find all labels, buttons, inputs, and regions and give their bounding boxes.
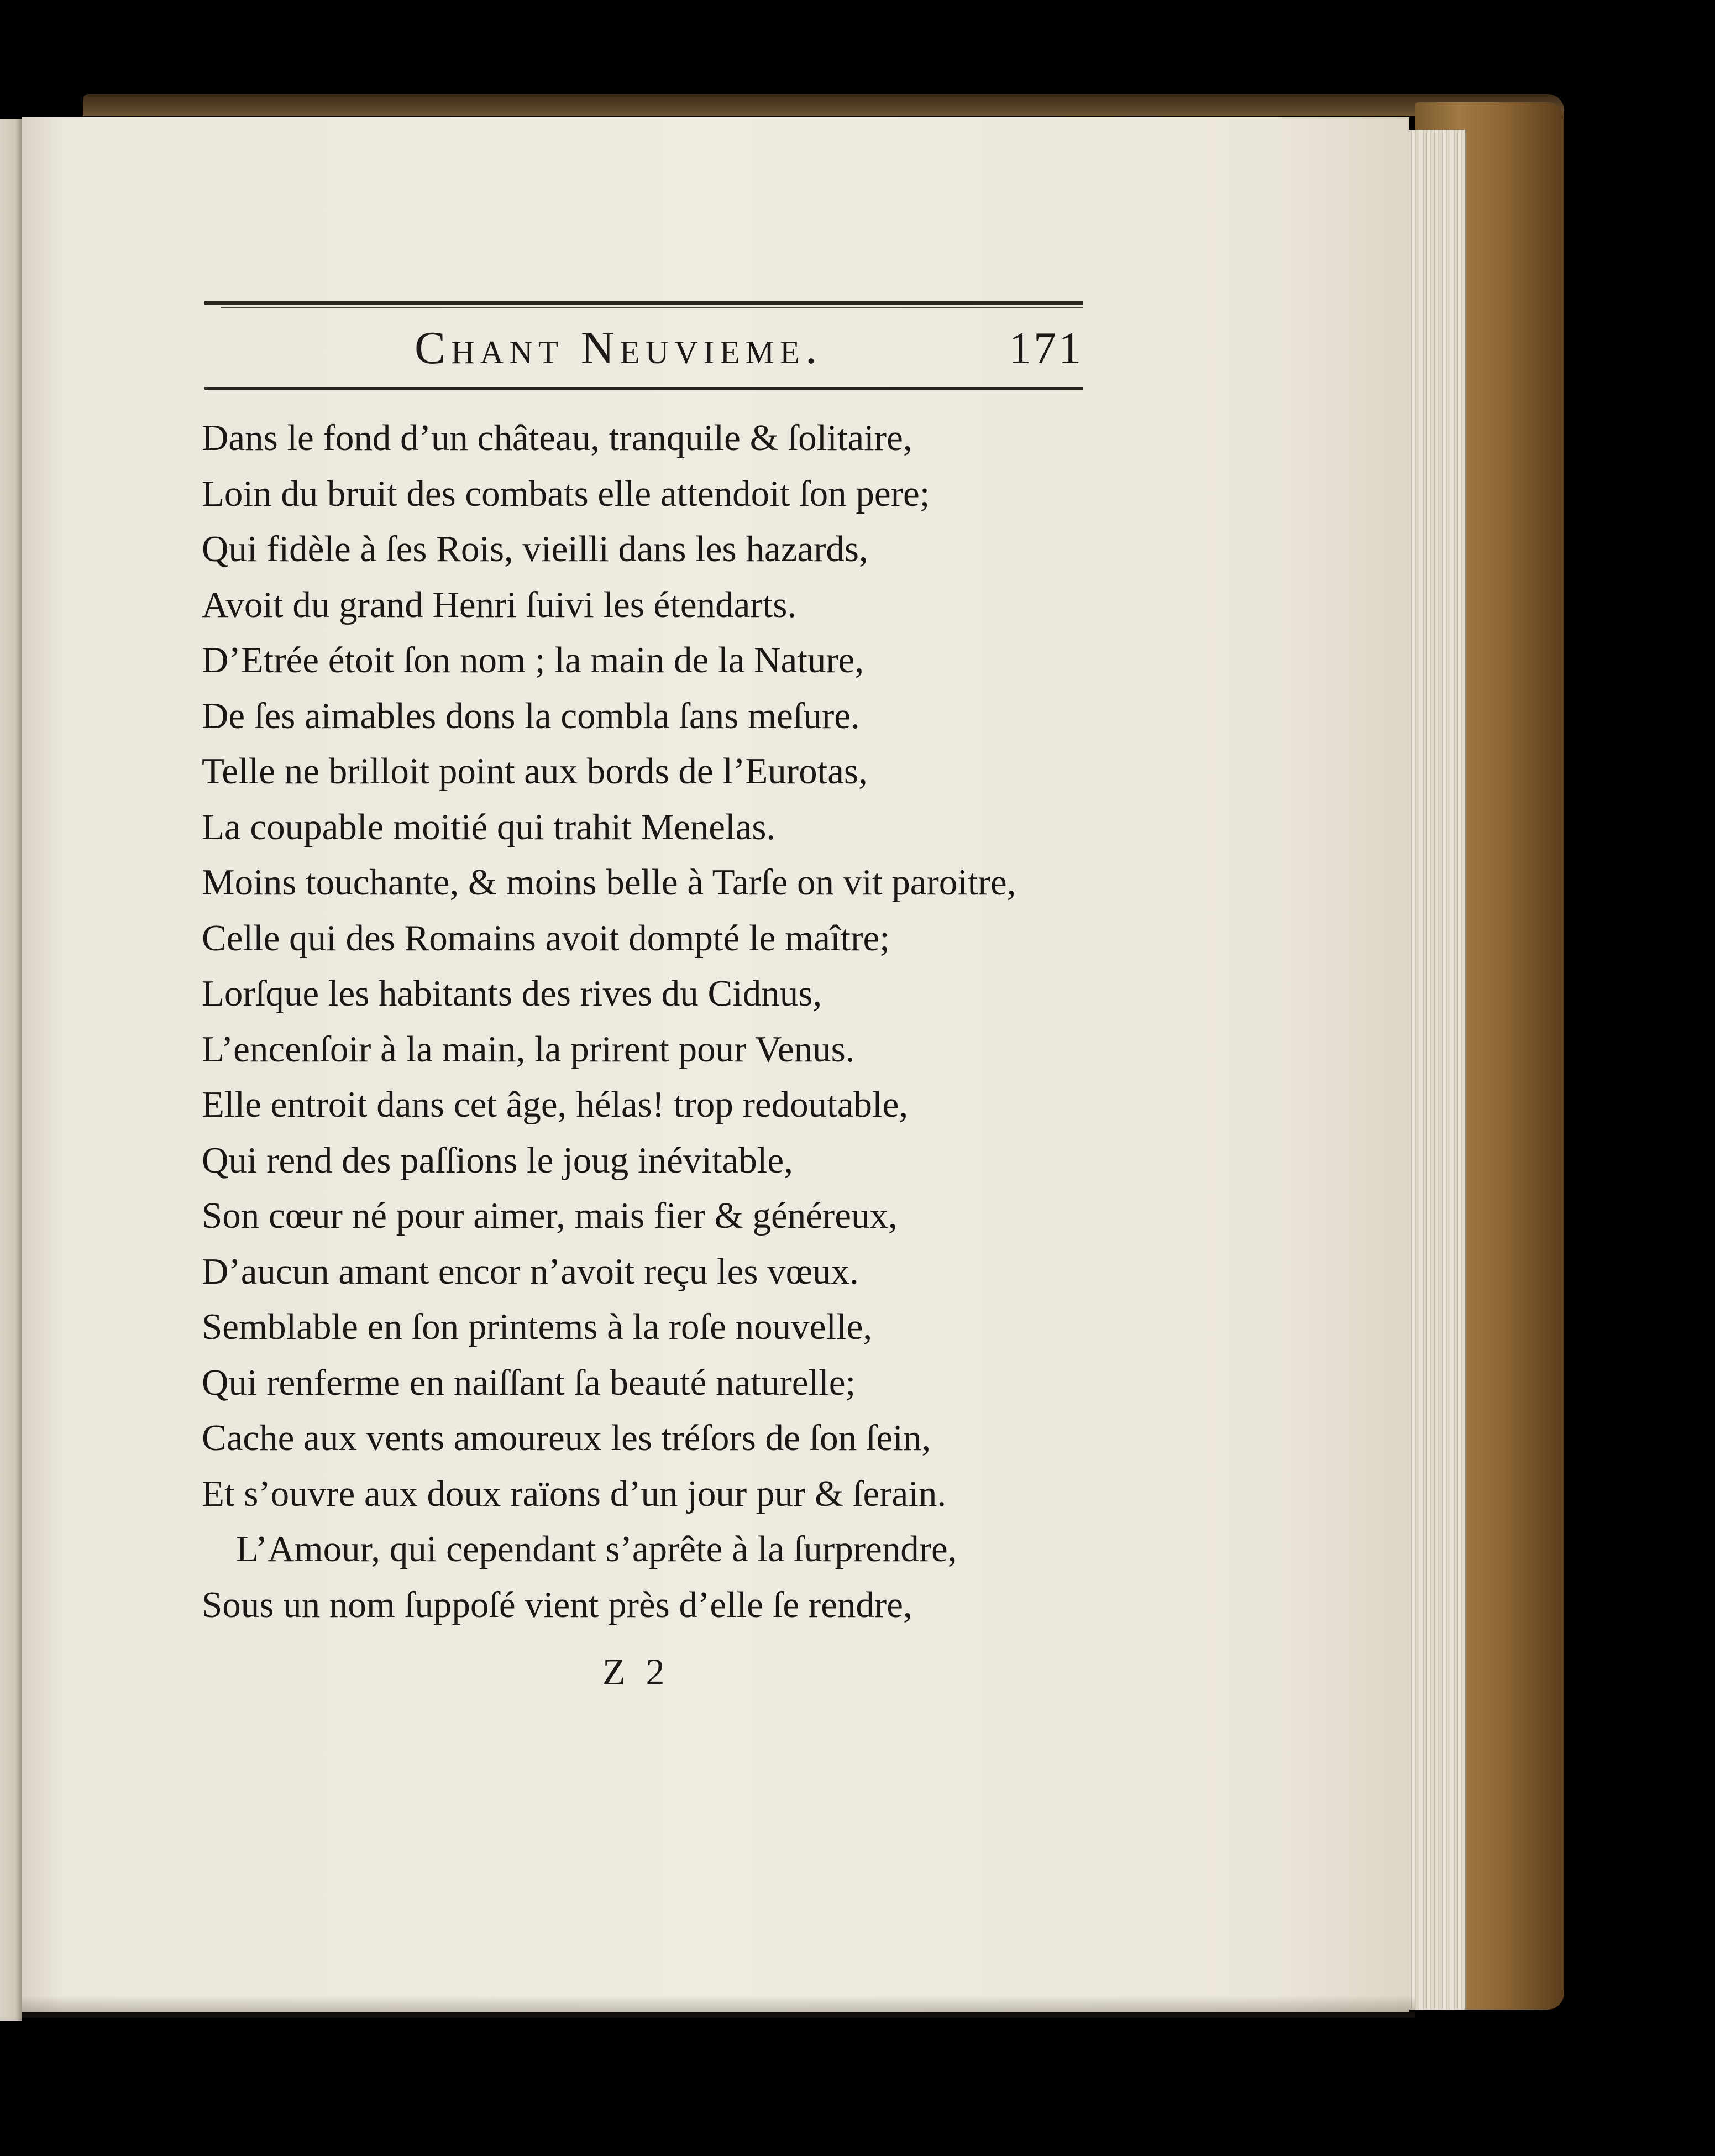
verse-line: Telle ne brilloit point aux bords de l’Eurotas, [202,751,868,792]
poem-text [202,410,1141,1632]
verse-line: Son cœur né pour aimer, mais fier & généreux, [202,1195,898,1236]
verse-line: La coupable moitié qui trahit Menelas. [202,806,776,847]
verse-line: Avoit du grand Henri ſuivi les étendarts. [202,584,797,625]
page-shadow [22,1996,1415,2018]
facing-page-edge [0,119,22,2021]
header-rule-bottom [204,387,1083,390]
header-rule-top [204,301,1083,305]
verse-line: Cache aux vents amoureux les tréſors de ſon ſein, [202,1417,931,1458]
verse-line: L’Amour, qui cependant s’aprête à la ſurprendre, [236,1529,957,1569]
running-header [204,318,1083,379]
verse-line: Et s’ouvre aux doux raïons d’un jour pur & ſerain. [202,1473,947,1514]
verse-line: Qui fidèle à ſes Rois, vieilli dans les hazards, [202,528,868,569]
verse-line: Qui renferme en naiſſant ſa beauté naturelle; [202,1362,856,1403]
verse-line: De ſes aimables dons la combla ſans meſure. [202,695,860,736]
verse-line: Qui rend des paſſions le joug inévitable, [202,1139,793,1181]
running-title: Chant Neuvieme. [415,322,822,374]
verse-line: Celle qui des Romains avoit dompté le maître; [202,917,890,959]
header-rule-top-thin [221,307,1083,308]
verse-line: Loin du bruit des combats elle attendoit ſon pere; [202,473,930,514]
verse-line: D’Etrée étoit ſon nom ; la main de la Nature, [202,640,864,681]
signature-mark: Z 2 [602,1651,670,1693]
verse-line: Dans le fond d’un château, tranquile & ſolitaire, [202,417,912,458]
page-edges [1404,130,1466,2010]
verse-line: Sous un nom ſuppoſé vient près d’elle ſe rendre, [202,1584,912,1625]
book-cover-top [83,94,1564,116]
verse-line: L’encenſoir à la main, la prirent pour Venus. [202,1028,855,1070]
page-number: 171 [1009,323,1083,373]
verse-line: Lorſque les habitants des rives du Cidnus, [202,973,822,1014]
verse-line: Elle entroit dans cet âge, hélas! trop redoutable, [202,1084,909,1125]
verse-line: Moins touchante, & moins belle à Tarſe on vit paroitre, [202,862,1016,903]
verse-line: D’aucun amant encor n’avoit reçu les vœux. [202,1250,859,1292]
verse-line: Semblable en ſon printems à la roſe nouvelle, [202,1306,873,1347]
